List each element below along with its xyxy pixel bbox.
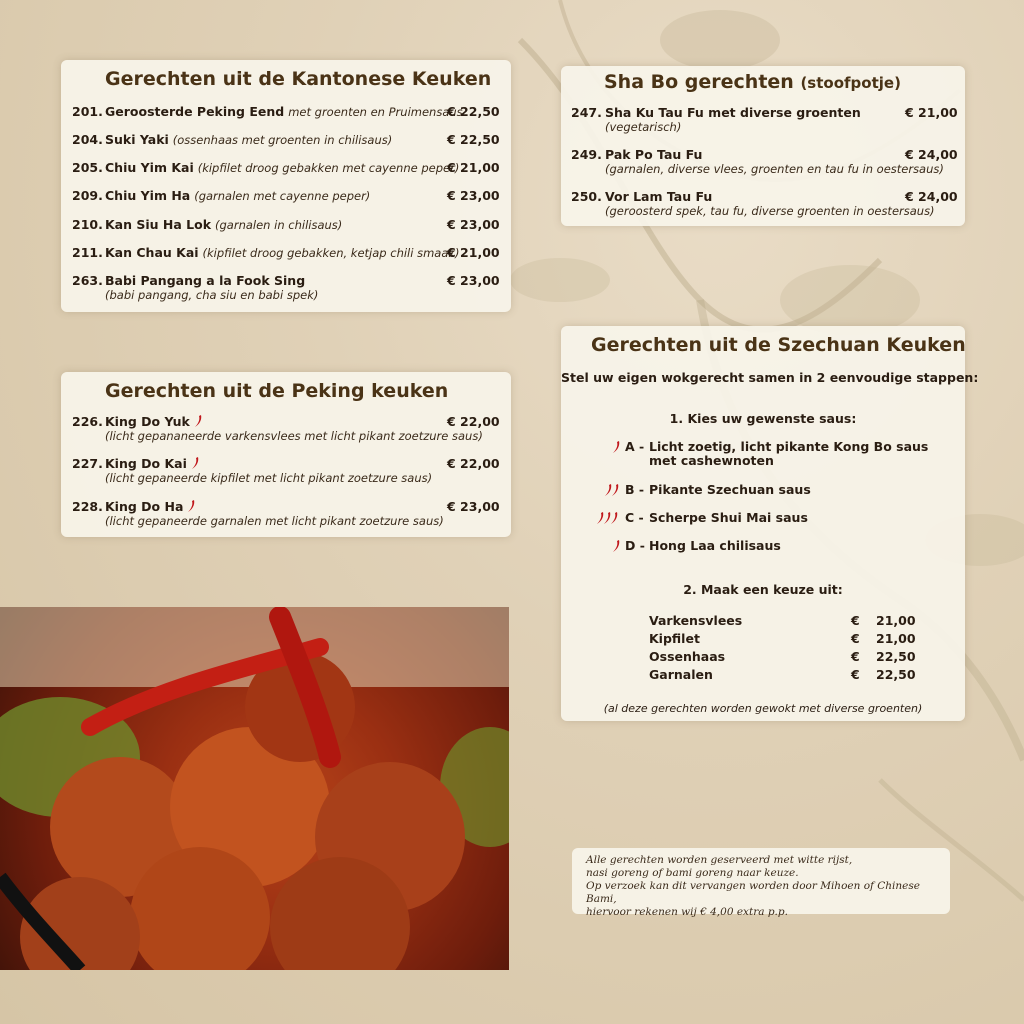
sauce-label: A - — [625, 439, 645, 454]
choice-currency: € — [851, 631, 860, 646]
sauce-text-2: met cashewnoten — [649, 453, 774, 468]
dish-description: (garnalen in chilisaus) — [215, 218, 343, 232]
note-line-1: Alle gerechten worden geserveerd met witte rijst, — [586, 854, 853, 866]
szechuan-intro: Stel uw eigen wokgerecht samen in 2 eenvoudige stappen: — [561, 370, 979, 385]
dish-subtext: (vegetarisch) — [605, 120, 682, 134]
dish-number: 210. — [72, 217, 103, 232]
dish-price: € 22,00 — [447, 414, 500, 429]
dish-name: King Do Kai — [105, 456, 187, 471]
dish-price: € 21,00 — [447, 245, 500, 260]
peking-title: Gerechten uit de Peking keuken — [105, 380, 449, 402]
dish-number: 204. — [72, 132, 103, 147]
dish-description: (kipfilet droog gebakken, ketjap chili smaak) — [202, 246, 460, 260]
sauce-text: Licht zoetig, licht pikante Kong Bo saus — [649, 439, 929, 454]
szechuan-footnote: (al deze gerechten worden gewokt met diverse groenten) — [603, 702, 923, 715]
dish-subtext: (licht gepananeerde varkensvlees met licht pikant zoetzure saus) — [105, 429, 483, 443]
dish-price: € 22,50 — [447, 104, 500, 119]
dish-name: Suki Yaki — [105, 132, 169, 147]
choice-name: Varkensvlees — [649, 613, 743, 628]
shabo-title-main: Sha Bo gerechten — [604, 71, 794, 93]
dish-row — [105, 132, 392, 147]
dish-subtext: (licht gepaneerde garnalen met licht pikant zoetzure saus) — [105, 514, 444, 528]
dish-price: € 23,00 — [447, 188, 500, 203]
choice-currency: € — [851, 667, 860, 682]
choice-price: 22,50 — [876, 667, 916, 682]
dish-row — [105, 273, 305, 288]
dish-name: Chiu Yim Ha — [105, 188, 191, 203]
dish-price: € 24,00 — [905, 147, 958, 162]
chili-icon — [612, 440, 622, 454]
chili-icon — [604, 483, 622, 497]
dish-description: met groenten en Pruimensaus — [288, 105, 463, 119]
dish-subtext: (geroosterd spek, tau fu, diverse groenten in oestersaus) — [605, 204, 935, 218]
dish-row — [105, 456, 201, 471]
chili-icon — [187, 499, 197, 513]
dish-description: (ossenhaas met groenten in chilisaus) — [172, 133, 393, 147]
dish-name: Babi Pangang a la Fook Sing — [105, 273, 306, 288]
dish-number: 249. — [571, 147, 602, 162]
dish-price: € 21,00 — [447, 160, 500, 175]
dish-name: Chiu Yim Kai — [105, 160, 194, 175]
note-line-4: hiervoor rekenen wij € 4,00 extra p.p. — [586, 906, 788, 918]
dish-subtext: (babi pangang, cha siu en babi spek) — [105, 288, 319, 302]
shabo-title — [604, 71, 901, 93]
dish-name: King Do Ha — [105, 499, 184, 514]
chili-icon — [596, 511, 622, 525]
dish-number: 209. — [72, 188, 103, 203]
shabo-title-suffix: (stoofpotje) — [800, 74, 901, 92]
dish-number: 226. — [72, 414, 103, 429]
dish-row — [105, 499, 197, 514]
dish-description: (garnalen met cayenne peper) — [194, 189, 371, 203]
szechuan-step2: 2. Maak een keuze uit: — [683, 582, 843, 597]
dish-price: € 21,00 — [905, 105, 958, 120]
dish-price: € 23,00 — [447, 217, 500, 232]
dish-number: 250. — [571, 189, 602, 204]
chili-icon — [191, 456, 201, 470]
dish-number: 211. — [72, 245, 103, 260]
szechuan-step1: 1. Kies uw gewenste saus: — [669, 411, 857, 426]
dish-number: 201. — [72, 104, 103, 119]
dish-number: 205. — [72, 160, 103, 175]
sauce-text: Hong Laa chilisaus — [649, 538, 781, 553]
choice-name: Ossenhaas — [649, 649, 726, 664]
dish-number: 247. — [571, 105, 602, 120]
choice-name: Kipfilet — [649, 631, 700, 646]
choice-price: 22,50 — [876, 649, 916, 664]
dish-number: 228. — [72, 499, 103, 514]
dish-name: Sha Ku Tau Fu met diverse groenten — [605, 105, 861, 120]
dish-name: King Do Yuk — [105, 414, 190, 429]
dish-description: (kipfilet droog gebakken met cayenne peper) — [197, 161, 460, 175]
dish-name: Vor Lam Tau Fu — [605, 189, 713, 204]
dish-subtext: (garnalen, diverse vlees, groenten en tau fu in oestersaus) — [605, 162, 944, 176]
dish-row — [105, 245, 460, 260]
food-photo-illustration — [0, 607, 509, 970]
dish-row — [105, 414, 204, 429]
sauce-label: C - — [625, 510, 644, 525]
dish-price: € 22,00 — [447, 456, 500, 471]
choice-currency: € — [851, 649, 860, 664]
sauce-text: Pikante Szechuan saus — [649, 482, 811, 497]
serving-note — [572, 848, 950, 918]
chili-icon — [612, 539, 622, 553]
sauce-label: B - — [625, 482, 645, 497]
food-photo — [0, 607, 509, 970]
choice-price: 21,00 — [876, 631, 916, 646]
dish-subtext: (licht gepaneerde kipfilet met licht pikant zoetzure saus) — [105, 471, 433, 485]
dish-row — [105, 104, 463, 119]
kantonese-title: Gerechten uit de Kantonese Keuken — [105, 68, 492, 90]
note-line-3: Op verzoek kan dit vervangen worden door Mihoen of Chinese Bami, — [586, 880, 920, 905]
chili-icon — [194, 414, 204, 428]
dish-row — [105, 217, 342, 232]
sauce-label: D - — [625, 538, 645, 553]
choice-price: 21,00 — [876, 613, 916, 628]
dish-price: € 23,00 — [447, 499, 500, 514]
dish-row — [105, 160, 459, 175]
dish-price: € 22,50 — [447, 132, 500, 147]
choice-currency: € — [851, 613, 860, 628]
sauce-text: Scherpe Shui Mai saus — [649, 510, 808, 525]
szechuan-title: Gerechten uit de Szechuan Keuken — [591, 334, 966, 356]
dish-name: Kan Siu Ha Lok — [105, 217, 212, 232]
dish-name: Pak Po Tau Fu — [605, 147, 703, 162]
dish-number: 227. — [72, 456, 103, 471]
dish-number: 263. — [72, 273, 103, 288]
note-line-2: nasi goreng of bami goreng naar keuze. — [586, 867, 799, 879]
dish-price: € 23,00 — [447, 273, 500, 288]
dish-name: Kan Chau Kai — [105, 245, 199, 260]
choice-name: Garnalen — [649, 667, 713, 682]
dish-name: Geroosterde Peking Eend — [105, 104, 285, 119]
dish-row — [105, 188, 370, 203]
dish-price: € 24,00 — [905, 189, 958, 204]
